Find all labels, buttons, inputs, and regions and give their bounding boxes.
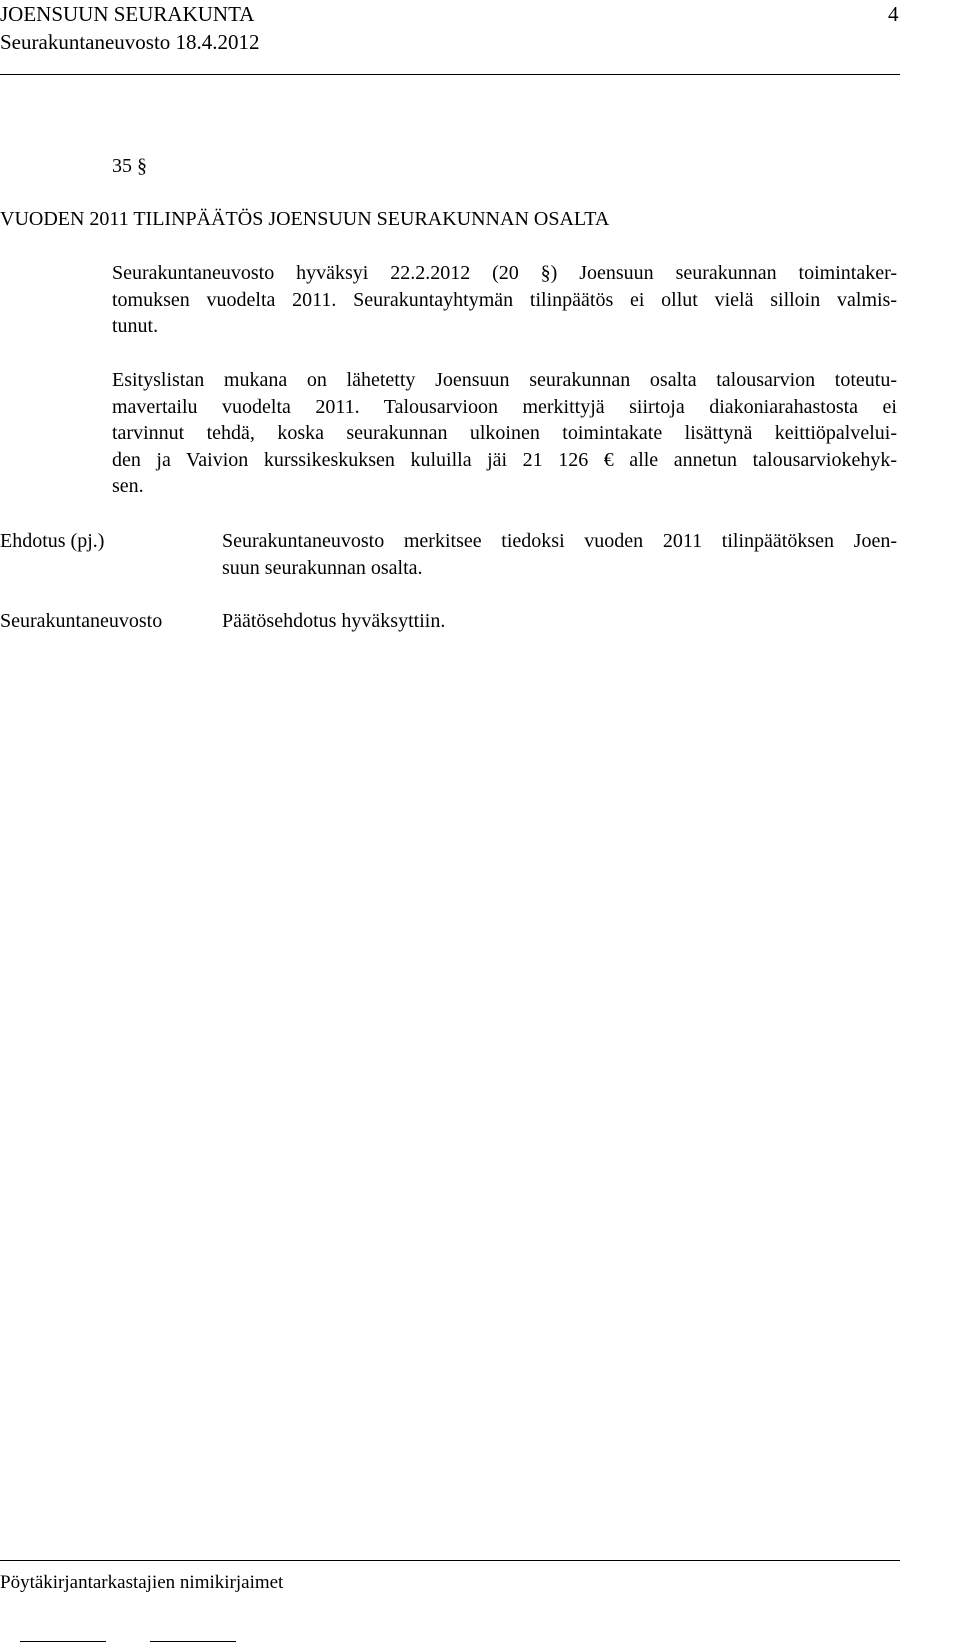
- page-number: 4: [888, 2, 899, 26]
- paragraph-line: tunut.: [112, 315, 159, 337]
- paragraph-line: mavertailu vuodelta 2011. Talousarvioon merkittyjä siirtoja diakoniarahastosta ei: [112, 395, 897, 418]
- section-title: VUODEN 2011 TILINPÄÄTÖS JOENSUUN SEURAKUNNAN OSALTA: [0, 208, 610, 230]
- initials-line-1: [20, 1641, 106, 1642]
- section-number: 35 §: [112, 155, 147, 177]
- paragraph-line: tomuksen vuodelta 2011. Seurakuntayhtymän tilinpäätös ei ollut vielä silloin valmis-: [112, 288, 897, 311]
- header-rule: [0, 74, 900, 75]
- proposal-line: suun seurakunnan osalta.: [222, 556, 423, 579]
- paragraph-line: Seurakuntaneuvosto hyväksyi 22.2.2012 (20 §) Joensuun seurakunnan toimintaker-: [112, 262, 897, 284]
- paragraph-approval: [112, 260, 897, 340]
- proposal-label: Ehdotus (pj.): [0, 530, 105, 552]
- footer-label: Pöytäkirjantarkastajien nimikirjaimet: [0, 1572, 284, 1593]
- decision-label: Seurakuntaneuvosto: [0, 610, 163, 632]
- proposal-line: Seurakuntaneuvosto merkitsee tiedoksi vuoden 2011 tilinpäätöksen Joen-: [222, 530, 897, 552]
- meeting-title: Seurakuntaneuvosto 18.4.2012: [0, 30, 260, 54]
- paragraph-line: tarvinnut tehdä, koska seurakunnan ulkoinen toimintakate lisättynä keittiöpalvelui-: [112, 422, 897, 444]
- decision-text: Päätösehdotus hyväksyttiin.: [222, 610, 446, 632]
- footer-rule: [0, 1560, 900, 1561]
- organization-name: JOENSUUN SEURAKUNTA: [0, 2, 255, 26]
- proposal-text: [222, 528, 897, 581]
- paragraph-line: den ja Vaivion kurssikeskuksen kuluilla jäi 21 126 € alle annetun talousarviokehyk-: [112, 448, 897, 471]
- paragraph-budget-comparison: [112, 367, 897, 500]
- paragraph-line: sen.: [112, 475, 144, 497]
- paragraph-line: Esityslistan mukana on lähetetty Joensuun seurakunnan osalta talousarvion toteutu-: [112, 369, 897, 391]
- initials-line-2: [150, 1641, 236, 1642]
